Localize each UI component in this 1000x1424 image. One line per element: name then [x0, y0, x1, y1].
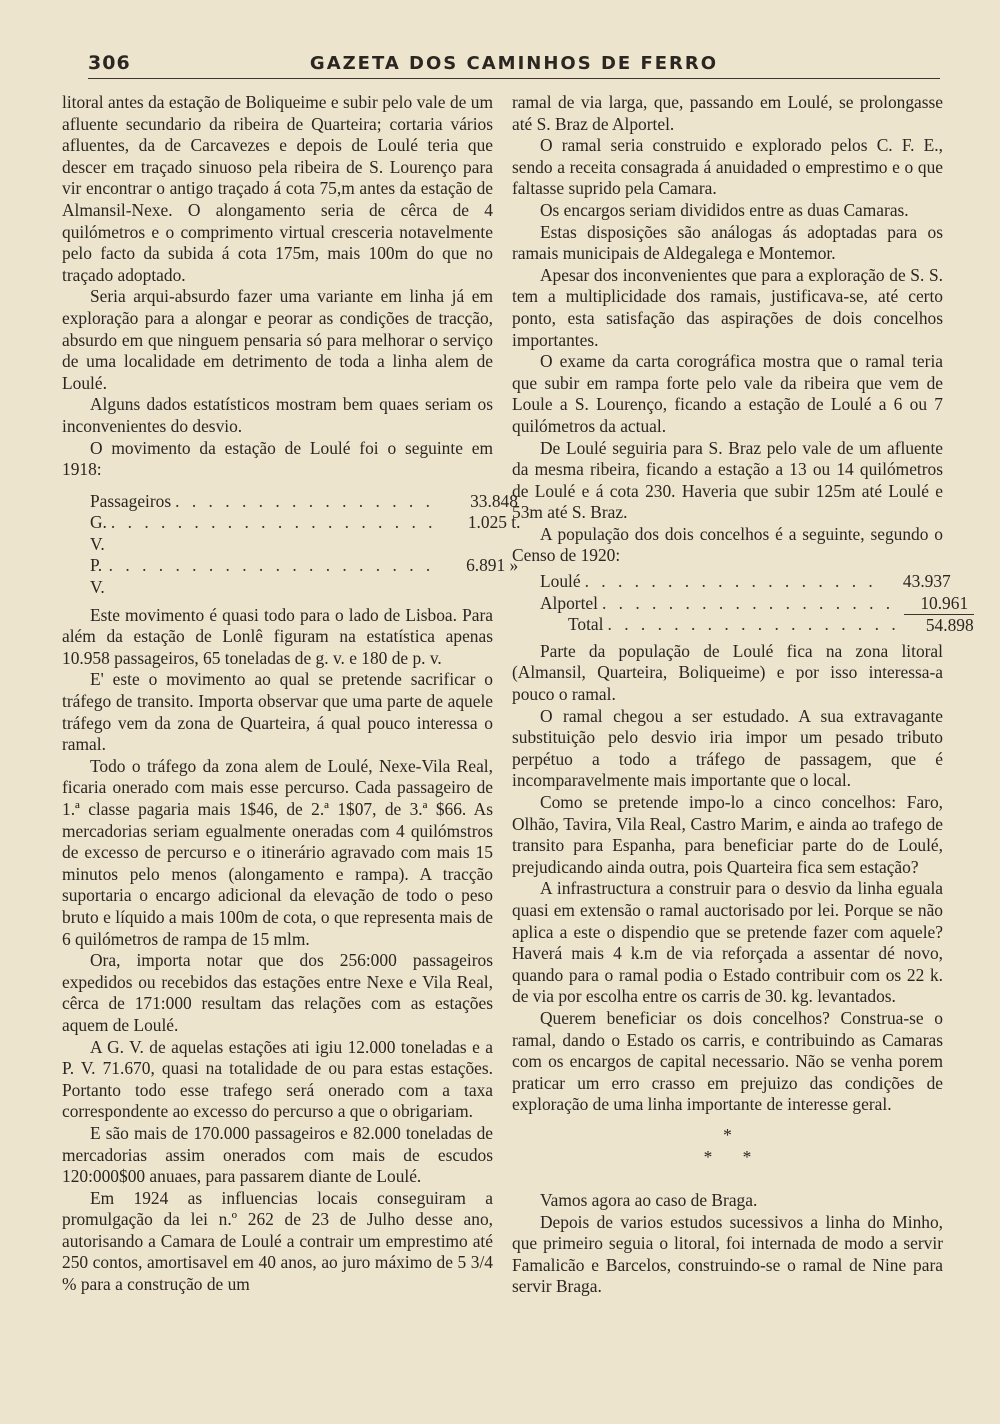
leader-dots: . . . . . . . . . . . . . . . . . . . . — [108, 555, 435, 576]
paragraph: ramal de via larga, que, passando em Loulé, se prolongasse até S. Braz de Alportel. — [512, 92, 943, 134]
leader-dots: . . . . . . . . . . . . . . . . . . — [601, 592, 895, 613]
population-value: 10.961 — [920, 592, 969, 613]
population-label: Loulé — [540, 571, 581, 592]
population-row — [540, 592, 969, 615]
paragraph: Depois de varios estudos sucessivos a linha do Minho, que primeiro seguia o litoral, foi internada de modo a servir Famalicão e Barcelos, construindo-se o ramal de Nine para servir Braga. — [512, 1211, 943, 1297]
paragraph: Estas disposições são análogas ás adoptadas para os ramais municipais de Aldegalega e Montemor. — [512, 221, 943, 264]
paragraph: Apesar dos inconvenientes que para a exploração de S. S. tem a multiplicidade dos ramais, justificava-se, até certo ponto, esta satisfação das aspirações de dois concelhos importantes. — [512, 264, 943, 350]
stats-label: Passageiros — [90, 490, 172, 511]
separator-star: * — [723, 1124, 732, 1145]
leader-dots: . . . . . . . . . . . . . . . . . . — [607, 614, 900, 635]
section-separator — [512, 1124, 943, 1168]
stats-value: 1.025 t. — [467, 512, 521, 533]
population-total-value: 54.898 — [904, 614, 974, 637]
paragraph: Os encargos seriam divididos entre as duas Camaras. — [540, 199, 909, 220]
paragraph: Alguns dados estatísticos mostram bem quaes seriam os inconvenientes do desvio. — [62, 394, 493, 436]
page-header — [88, 52, 940, 79]
population-label: Alportel — [540, 592, 598, 613]
paragraph: Ora, importa notar que dos 256:000 passageiros expedidos ou recebidos das estações entre Nexe e Vila Real, cêrca de 171:000 resultam das relações com as estações aquem de Loulé. — [62, 950, 493, 1035]
paragraph: Como se pretende impo-lo a cinco concelhos: Faro, Olhão, Tavira, Vila Real, Castro Marim, e ainda ao trafego de transito para Espanha, para beneficiar parte do de Loulé, prejudicando ainda outra, pois Quarteira fica sem estação? — [512, 792, 943, 877]
journal-title: GAZETA DOS CAMINHOS DE FERRO — [309, 53, 719, 74]
right-column — [512, 92, 974, 1298]
population-table — [540, 571, 974, 637]
stats-row — [90, 512, 521, 555]
paragraph: Todo o tráfego da zona alem de Loulé, Nexe-Vila Real, ficaria onerado com mais esse percurso. Cada passageiro de 1.ª classe pagaria mais 1$46, de 2.ª 1$07, de 3.ª $66. As mercadorias seriam egualmente oneradas com 4 quilómstros de excesso de percurso e o itinerário agravado com mais 15 minutos pelo menos (alongamento e rampa). A tracção suportaria o encargo adicional da elevação de todo o peso bruto e líquido a mais 100m de cota, o que representa mais de 6 quilómetros de rampa de 15 mlm. — [62, 755, 493, 949]
population-total-row — [540, 614, 974, 637]
left-column — [62, 92, 521, 1296]
stats-row — [90, 555, 519, 598]
population-row — [540, 571, 951, 593]
paragraph: O exame da carta corográfica mostra que o ramal teria que subir em rampa forte pelo vale da ribeira que vem de Loule a S. Lourenço, ficando a estação de Loulé a 6 ou 7 quilómetros da actual. — [512, 351, 943, 436]
paragraph: Este movimento é quasi todo para o lado de Lisboa. Para além da estação de Lonlê figuram na estatística apenas 10.958 passageiros, 65 toneladas de g. v. e 180 de p. v. — [62, 604, 493, 668]
separator-stars: * * — [703, 1146, 752, 1167]
leader-dots: . . . . . . . . . . . . . . . . — [175, 490, 434, 511]
paragraph: Seria arqui-absurdo fazer uma variante em linha já em exploração para a alongar e peorar as condições de tracção, absurdo em que ninguem pensaria só para melhorar o serviço de uma localidade em detrimento de toda a linha alem de Loulé. — [62, 286, 493, 393]
paragraph: E' este o movimento ao qual se pretende sacrificar o tráfego de transito. Importa observar que uma parte de aquele tráfego vem da zona de Quarteira, á qual pouco interessa o ramal. — [62, 669, 493, 755]
population-total-label: Total — [568, 614, 604, 635]
paragraph: Vamos agora ao caso de Braga. — [540, 1189, 758, 1210]
paragraph: litoral antes da estação de Boliqueime e subir pelo vale de um afluente secundario da ribeira de Quarteira; cortaria vários afluentes, da de Carcavezes e depois de Loulé teria que descer em traçado sinuoso pela ribeira de S. Lourenço para vir encontrar o antigo traçado á cota 75,m antes da estação de Almansil-Nexe. O alongamento seria de cêrca de 4 quilómetros e o comprimento virtual cresceria notavelmente pelo facto da subida á cota 175m, mais 100m do que no traçado adoptado. — [62, 92, 493, 285]
paragraph: A G. V. de aquelas estações ati igiu 12.000 toneladas e a P. V. 71.670, quasi na totalidade de ou para estas estações. Portanto todo esse trafego será onerado com a taxa correspondente ao excesso do percurso a que o obrigariam. — [62, 1036, 493, 1122]
paragraph: E são mais de 170.000 passageiros e 82.000 toneladas de mercadorias assim onerados com mais de escudos 120:000$00 anuaes, para passarem diante de Loulé. — [62, 1122, 493, 1187]
paragraph: De Loulé seguiria para S. Braz pelo vale de um afluente da mesma ribeira, ficando a estação a 13 ou 14 quilómetros de Loulé e á cota 230. Haveria que subir 125m até Loulé e 53m até S. Braz. — [512, 437, 943, 523]
leader-dots: . . . . . . . . . . . . . . . . . . . . — [110, 512, 437, 533]
page-number: 306 — [88, 52, 131, 74]
leader-dots: . . . . . . . . . . . . . . . . . . — [584, 571, 877, 592]
paragraph: Querem beneficiar os dois concelhos? Construa-se o ramal, dando o Estado os carris, e contribuindo as Camaras com os encargos de capital necessario. Não se venha porem praticar um erro crasso em prejuizo das condições de exploração de uma linha importante de interesse geral. — [512, 1007, 943, 1115]
population-value: 43.937 — [902, 571, 951, 592]
stats-row — [90, 490, 518, 513]
paragraph: O ramal seria construido e explorado pelos C. F. E., sendo a receita consagrada á anuidaded o emprestimo e o que faltasse suprido pela Camara. — [512, 135, 943, 199]
paragraph: A população dos dois concelhos é a seguinte, segundo o Censo de 1920: — [512, 523, 943, 566]
paragraph: A infrastructura a construir para o desvio da linha eguala quasi em extensão o ramal auctorisado por lei. Porque se não aplica a este o dispendio que se pretende fazer com aquele? Haverá mais 4 k.m de via reforçada a assentar dé novo, quando para o ramal podia o Estado contribuir com os 22 k. de via por escolha entre os carris de 30. kg. levantados. — [512, 878, 943, 1007]
paragraph: Parte da população de Loulé fica na zona litoral (Almansil, Quarteira, Boliqueime) e por isso interessa-a pouco o ramal. — [512, 640, 943, 705]
station-stats-table — [90, 490, 521, 599]
paragraph: O movimento da estação de Loulé foi o seguinte em 1918: — [62, 437, 493, 480]
paragraph: O ramal chegou a ser estudado. A sua extravagante substituição pelo desvio iria impor um pesado tributo perpétuo a todo a tráfego de passagem, que é incomparavelmente mais importante que o local. — [512, 705, 943, 791]
stats-label: P. V. — [90, 555, 105, 598]
stats-value: 33.848 — [470, 490, 518, 511]
stats-value: 6.891 » — [466, 555, 519, 576]
paragraph: Em 1924 as influencias locais conseguiram a promulgação da lei n.º 262 de 23 de Julho desse ano, autorisando a Camara de Loulé a contrair um emprestimo até 250 contos, amortisavel em 40 anos, ao juro máximo de 5 3/4 % para a construção de um — [62, 1187, 493, 1295]
stats-label: G. V. — [90, 512, 107, 554]
